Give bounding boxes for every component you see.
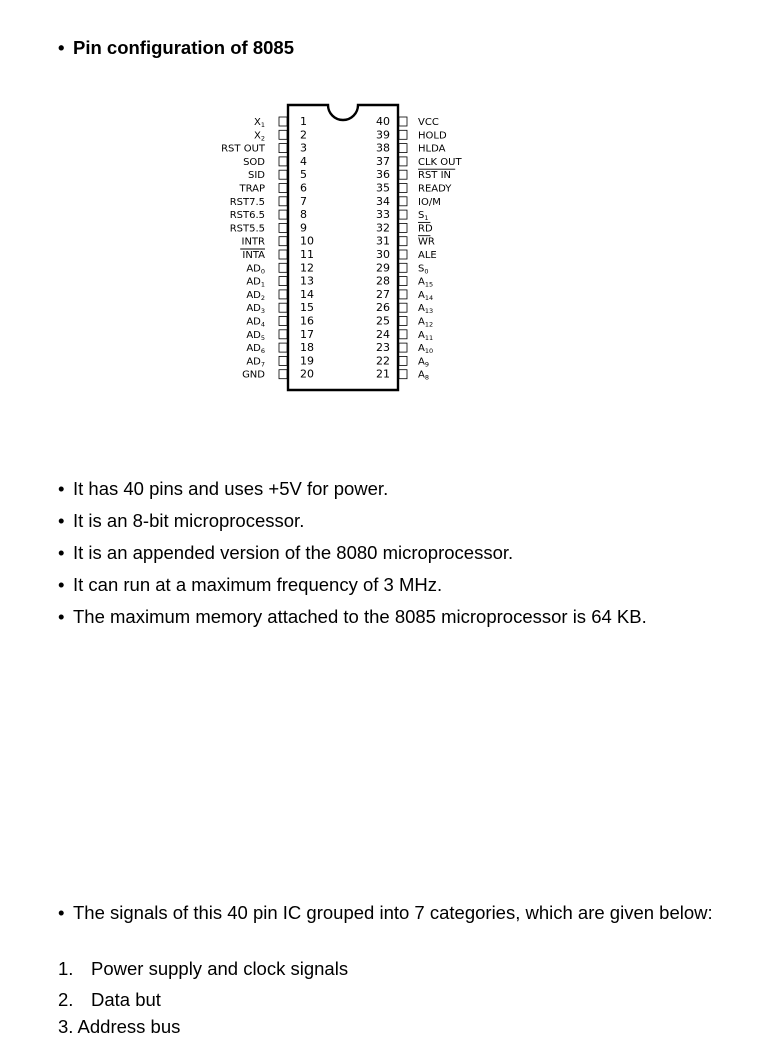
pin-label: $A_{14}$ xyxy=(418,289,434,302)
pin-pad xyxy=(399,277,407,286)
pin-diagram xyxy=(200,100,490,400)
pin-number: 15 xyxy=(300,301,314,315)
category-text: Power supply and clock signals xyxy=(91,958,349,979)
pin-diagram-svg xyxy=(200,100,490,400)
pin-number: 20 xyxy=(300,367,314,381)
pin-pad xyxy=(399,197,407,206)
pin-label: $AD_3$ xyxy=(246,303,265,316)
heading-bullet: • xyxy=(58,37,65,58)
pin-number: 27 xyxy=(376,287,390,301)
pin-number: 12 xyxy=(300,261,314,275)
category-item xyxy=(58,989,161,1011)
pin-pad xyxy=(279,130,287,139)
pin-label: IO/M xyxy=(418,196,441,208)
pin-pad xyxy=(399,210,407,219)
pin-label: VCC xyxy=(418,117,439,128)
pin-label: $A_{12}$ xyxy=(418,316,434,329)
pin-number: 7 xyxy=(300,194,307,208)
pin-label: $AD_6$ xyxy=(246,343,265,356)
pin-pad xyxy=(279,237,287,246)
pin-pad xyxy=(279,117,287,126)
pin-label: $AD_5$ xyxy=(246,329,265,342)
pin-label: $A_{10}$ xyxy=(418,343,434,356)
pin-number: 34 xyxy=(376,194,390,208)
pin-number: 29 xyxy=(376,261,390,275)
pin-label: $S_1$ xyxy=(418,210,429,223)
pin-label: $A_{15}$ xyxy=(418,276,434,289)
pin-pad xyxy=(399,157,407,166)
pin-pad xyxy=(279,356,287,365)
pin-number: 17 xyxy=(300,327,314,341)
pin-number: 10 xyxy=(300,234,314,248)
pin-pad xyxy=(279,370,287,379)
pin-pad xyxy=(399,343,407,352)
feature-text: It is an 8-bit microprocessor. xyxy=(73,510,305,531)
pin-number: 24 xyxy=(376,327,390,341)
pin-number: 26 xyxy=(376,301,390,315)
pin-pad xyxy=(399,330,407,339)
pin-label: $S_0$ xyxy=(418,263,429,276)
pin-number: 4 xyxy=(300,154,307,168)
pin-number: 37 xyxy=(376,154,390,168)
pin-number: 13 xyxy=(300,274,314,288)
pin-pad xyxy=(279,303,287,312)
pin-label: SOD xyxy=(243,156,265,168)
pin-pad xyxy=(399,130,407,139)
pin-pad xyxy=(279,184,287,193)
pin-pad xyxy=(279,290,287,299)
pin-label: READY xyxy=(418,183,452,195)
feature-text: The maximum memory attached to the 8085 microprocessor is 64 KB. xyxy=(73,606,647,627)
pin-label: RST7.5 xyxy=(229,196,265,208)
pin-label: $AD_7$ xyxy=(246,356,265,369)
pin-pad xyxy=(279,144,287,153)
pin-pad xyxy=(279,157,287,166)
pin-label: INTR xyxy=(241,236,265,248)
pin-number: 8 xyxy=(300,208,307,222)
pin-pad xyxy=(399,356,407,365)
pin-label: HLDA xyxy=(418,143,446,155)
pin-pad xyxy=(399,290,407,299)
pin-pad xyxy=(279,343,287,352)
pin-number: 6 xyxy=(300,181,307,195)
pin-pad xyxy=(279,317,287,326)
pin-number: 14 xyxy=(300,287,314,301)
pin-number: 3 xyxy=(300,141,307,155)
pin-number: 11 xyxy=(300,248,314,261)
pin-pad xyxy=(399,170,407,179)
pin-number: 32 xyxy=(376,221,390,235)
page-heading xyxy=(58,37,294,59)
pin-pad xyxy=(279,223,287,232)
pin-label: ALE xyxy=(418,250,437,261)
pin-number: 35 xyxy=(376,181,390,195)
pin-number: 16 xyxy=(300,314,314,328)
category-number: 2. xyxy=(58,989,74,1010)
category-item xyxy=(58,958,348,980)
pin-number: 5 xyxy=(300,168,307,182)
category-text: Data but xyxy=(91,989,161,1010)
pin-number: 31 xyxy=(376,234,390,248)
pin-pad xyxy=(399,184,407,193)
pin-number: 40 xyxy=(376,115,390,128)
pin-label: TRAP xyxy=(239,183,265,195)
pin-number: 39 xyxy=(376,128,390,142)
cut-off-line: 3. Address bus xyxy=(58,1016,181,1037)
pin-label: GND xyxy=(242,369,265,381)
pin-pad xyxy=(399,237,407,246)
pin-number: 23 xyxy=(376,341,390,355)
feature-item: • It is an 8-bit microprocessor. xyxy=(58,510,305,531)
pin-pad xyxy=(279,277,287,286)
pin-number: 19 xyxy=(300,354,314,368)
pin-label: $A_8$ xyxy=(418,369,429,382)
pin-number: 30 xyxy=(376,248,390,261)
feature-item: • It can run at a maximum frequency of 3 MHz. xyxy=(58,574,443,595)
pin-pad xyxy=(279,197,287,206)
pin-label: RST IN xyxy=(418,170,452,182)
pin-label: INTA xyxy=(242,250,265,261)
category-number: 1. xyxy=(58,958,74,979)
pin-label: $AD_2$ xyxy=(246,289,265,302)
pin-number: 22 xyxy=(376,354,390,368)
feature-item: • It has 40 pins and uses +5V for power. xyxy=(58,478,389,499)
pin-label: WR xyxy=(418,236,435,248)
pin-label: $X_2$ xyxy=(254,130,265,143)
signals-intro: • The signals of this 40 pin IC grouped into 7 categories, which are given below: xyxy=(58,901,738,925)
signals-intro-text: The signals of this 40 pin IC grouped into 7 categories, which are given below: xyxy=(73,902,713,923)
pin-number: 36 xyxy=(376,168,390,182)
pin-label: CLK OUT xyxy=(418,156,462,168)
pin-number: 33 xyxy=(376,208,390,222)
pin-label: HOLD xyxy=(418,130,447,142)
pin-number: 21 xyxy=(376,367,390,381)
feature-item: • It is an appended version of the 8080 microprocessor. xyxy=(58,542,514,563)
pin-label: RD xyxy=(418,223,433,235)
pin-label: RST5.5 xyxy=(229,223,265,235)
pin-number: 25 xyxy=(376,314,390,328)
pin-label: SID xyxy=(248,170,265,182)
feature-text: It has 40 pins and uses +5V for power. xyxy=(73,478,389,499)
pin-pad xyxy=(399,223,407,232)
pin-pad xyxy=(399,263,407,272)
pin-number: 18 xyxy=(300,341,314,355)
pin-label: $AD_0$ xyxy=(246,263,265,276)
pin-pad xyxy=(279,263,287,272)
pin-pad xyxy=(399,303,407,312)
pin-label: $AD_4$ xyxy=(246,316,265,329)
pin-pad xyxy=(279,250,287,259)
pin-label: RST6.5 xyxy=(229,210,265,222)
pin-number: 2 xyxy=(300,128,307,142)
pin-label: RST OUT xyxy=(221,143,265,155)
feature-item: • The maximum memory attached to the 8085 microprocessor is 64 KB. xyxy=(58,606,647,627)
pin-number: 28 xyxy=(376,274,390,288)
heading-text: Pin configuration of 8085 xyxy=(73,37,294,58)
pin-label: $A_{11}$ xyxy=(418,329,434,342)
pin-number: 38 xyxy=(376,141,390,155)
feature-text: It is an appended version of the 8080 microprocessor. xyxy=(73,542,514,563)
pin-pad xyxy=(399,250,407,259)
pin-label: $X_1$ xyxy=(254,117,265,129)
pin-label: $A_{13}$ xyxy=(418,303,434,316)
pin-label: $AD_1$ xyxy=(246,276,265,289)
pin-pad xyxy=(399,144,407,153)
pin-pad xyxy=(279,170,287,179)
pin-label: $A_9$ xyxy=(418,356,429,369)
pin-pad xyxy=(279,330,287,339)
pin-pad xyxy=(279,210,287,219)
pin-number: 9 xyxy=(300,221,307,235)
pin-pad xyxy=(399,317,407,326)
pin-pad xyxy=(399,117,407,126)
pin-number: 1 xyxy=(300,115,307,128)
feature-text: It can run at a maximum frequency of 3 MHz. xyxy=(73,574,443,595)
pin-pad xyxy=(399,370,407,379)
